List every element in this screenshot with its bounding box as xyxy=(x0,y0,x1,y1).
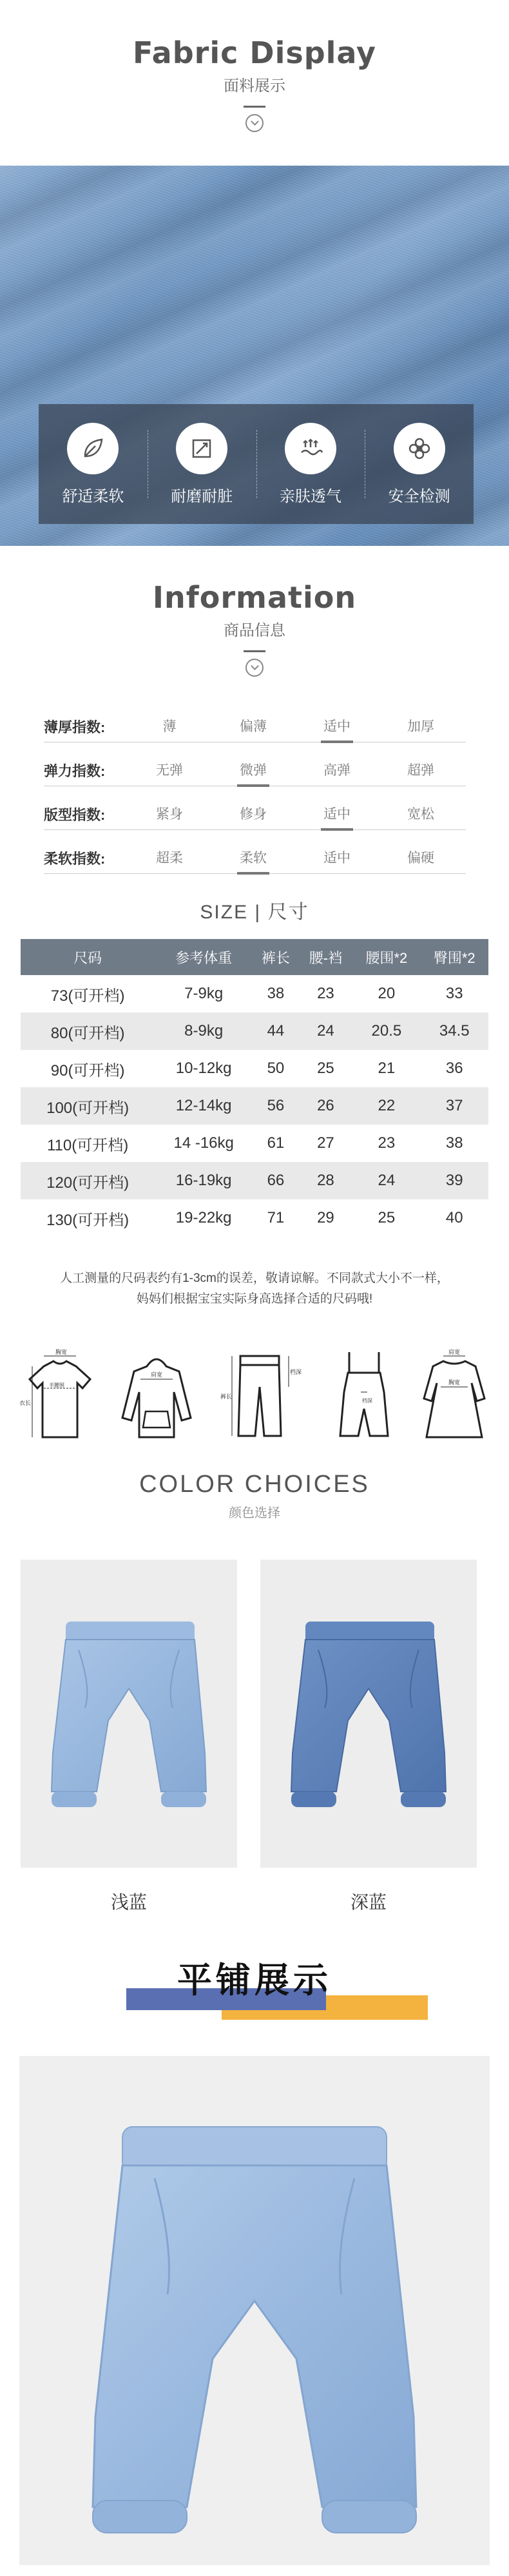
table-cell: 26 xyxy=(299,1087,352,1125)
table-cell: 12-14kg xyxy=(155,1087,253,1125)
table-cell: 8-9kg xyxy=(155,1012,253,1050)
table-cell: 19-22kg xyxy=(175,1209,232,1226)
svg-text:胸宽: 胸宽 xyxy=(55,1349,68,1355)
attribute-option: 偏薄 xyxy=(240,719,267,734)
table-cell: 23 xyxy=(317,985,334,1002)
attribute-option: 适中 xyxy=(323,850,351,866)
table-cell: 10-12kg xyxy=(175,1060,232,1077)
table-cell: 25 xyxy=(317,1060,334,1077)
attribute-name: 弹力指数: xyxy=(44,763,106,779)
table-row xyxy=(21,1050,488,1087)
table-row xyxy=(21,1087,488,1125)
table-cell: 38 xyxy=(267,985,285,1002)
color-title-en: COLOR CHOICES xyxy=(139,1471,370,1498)
attribute-row-thickness xyxy=(44,712,466,742)
svg-text:裤长: 裤长 xyxy=(220,1393,233,1400)
flat-display-title: 平铺展示 xyxy=(177,1961,332,2000)
attribute-option: 紧身 xyxy=(156,806,183,822)
table-cell: 25 xyxy=(378,1209,396,1226)
attribute-option: 偏硬 xyxy=(407,850,434,866)
size-note-line1: 人工测量的尺码表约有1-3cm的误差，敬请谅解。不同款式大小不一样， xyxy=(60,1272,449,1285)
size-title: SIZE | 尺寸 xyxy=(200,902,309,923)
attribute-option: 加厚 xyxy=(407,719,434,734)
attribute-row-elasticity xyxy=(44,755,466,786)
table-cell: 29 xyxy=(317,1209,334,1226)
feature-item xyxy=(148,404,256,524)
flat-product-photo xyxy=(19,2056,490,2565)
fabric-title-cn: 面料展示 xyxy=(224,77,285,95)
svg-text:档深: 档深 xyxy=(290,1369,302,1375)
table-cell: 44 xyxy=(253,1012,299,1050)
size-table xyxy=(21,939,488,1237)
leaf-icon xyxy=(67,423,119,474)
shield-icon xyxy=(176,423,227,474)
attribute-option: 无弹 xyxy=(156,762,183,778)
column-header: 尺码 xyxy=(21,939,155,975)
svg-text:肩宽: 肩宽 xyxy=(448,1349,461,1355)
table-header-row xyxy=(21,939,488,975)
attribute-option-selected: 柔软 xyxy=(211,843,295,874)
table-cell: 110(可开档) xyxy=(46,1136,129,1154)
table-cell: 27 xyxy=(317,1134,334,1152)
table-cell: 71 xyxy=(267,1209,285,1226)
svg-text:肩宽: 肩宽 xyxy=(151,1371,163,1378)
svg-text:衣长: 衣长 xyxy=(19,1400,32,1406)
table-cell: 23 xyxy=(378,1134,396,1152)
table-cell: 24 xyxy=(299,1012,352,1050)
table-cell: 130(可开档) xyxy=(46,1211,130,1229)
table-cell: 7-9kg xyxy=(184,985,224,1002)
table-cell: 36 xyxy=(445,1060,463,1077)
dress-diagram-icon xyxy=(412,1347,496,1444)
breathable-icon xyxy=(285,423,336,474)
attribute-row-softness xyxy=(44,843,466,874)
table-cell: 61 xyxy=(267,1134,285,1152)
table-row xyxy=(21,1012,488,1050)
feature-item xyxy=(39,404,148,524)
table-row xyxy=(21,1125,488,1162)
svg-text:档深: 档深 xyxy=(362,1398,372,1404)
table-cell: 38 xyxy=(445,1134,463,1152)
table-cell: 28 xyxy=(299,1162,352,1199)
title-divider xyxy=(244,650,265,652)
column-header: 臀围*2 xyxy=(421,939,488,975)
color-section-header xyxy=(0,1471,509,1521)
fabric-photo xyxy=(0,166,509,546)
column-header: 腰-裆 xyxy=(299,939,352,975)
attribute-option-selected: 适中 xyxy=(295,799,379,830)
attribute-option-selected: 微弹 xyxy=(211,755,295,786)
info-title-cn: 商品信息 xyxy=(224,622,285,639)
size-note-line2: 妈妈们根据宝宝实际身高选择合适的尺码哦! xyxy=(136,1292,373,1306)
attribute-option-selected: 适中 xyxy=(295,712,379,742)
hoodie-diagram-icon xyxy=(115,1347,198,1444)
fabric-section-header xyxy=(0,35,509,132)
table-cell: 16-19kg xyxy=(155,1162,253,1199)
table-cell: 37 xyxy=(421,1087,488,1125)
table-cell: 56 xyxy=(253,1087,299,1125)
color-swatch-light-blue[interactable] xyxy=(21,1560,237,1868)
attribute-option: 薄 xyxy=(162,719,177,734)
attribute-name: 柔软指数: xyxy=(44,851,106,867)
svg-text:半腰围: 半腰围 xyxy=(49,1382,64,1388)
color-name-dark-blue: 深蓝 xyxy=(350,1892,387,1912)
tshirt-diagram-icon xyxy=(18,1347,102,1444)
chevron-down-icon xyxy=(245,659,264,677)
feature-label: 安全检测 xyxy=(388,487,450,505)
table-cell: 21 xyxy=(378,1060,396,1077)
table-cell: 40 xyxy=(445,1209,463,1226)
info-title-en: Information xyxy=(152,580,357,615)
attribute-name: 版型指数: xyxy=(44,807,106,823)
feature-label: 耐磨耐脏 xyxy=(171,487,233,505)
table-cell: 20.5 xyxy=(352,1012,420,1050)
column-header: 腰围*2 xyxy=(352,939,420,975)
attribute-option: 超弹 xyxy=(407,762,434,778)
table-cell: 120(可开档) xyxy=(21,1162,155,1199)
color-swatch-dark-blue[interactable] xyxy=(260,1560,477,1868)
color-title-cn: 颜色选择 xyxy=(229,1506,280,1520)
fabric-features-bar xyxy=(39,404,474,524)
fabric-title-en: Fabric Display xyxy=(132,35,377,70)
table-cell: 33 xyxy=(445,985,463,1002)
table-cell: 50 xyxy=(267,1060,285,1077)
svg-text:胸宽: 胸宽 xyxy=(448,1379,461,1386)
table-cell: 34.5 xyxy=(421,1012,488,1050)
overalls-diagram-icon xyxy=(322,1347,406,1444)
table-cell: 20 xyxy=(378,985,396,1002)
column-header: 参考体重 xyxy=(155,939,253,975)
title-divider xyxy=(244,106,265,108)
table-cell: 100(可开档) xyxy=(21,1087,155,1125)
attribute-row-fit xyxy=(44,799,466,830)
table-cell: 14 -16kg xyxy=(173,1134,234,1152)
table-row xyxy=(21,1199,488,1237)
table-cell: 22 xyxy=(352,1087,420,1125)
attribute-option: 修身 xyxy=(240,806,267,822)
attribute-option: 高弹 xyxy=(323,762,351,778)
table-row xyxy=(21,1162,488,1199)
chevron-down-icon xyxy=(245,114,264,132)
feature-item xyxy=(365,404,474,524)
table-row xyxy=(21,975,488,1012)
table-cell: 90(可开档) xyxy=(50,1061,125,1080)
table-cell: 80(可开档) xyxy=(21,1012,155,1050)
pants-diagram-icon xyxy=(218,1347,302,1444)
feature-item xyxy=(256,404,365,524)
info-section-header xyxy=(0,580,509,677)
color-name-light-blue: 浅蓝 xyxy=(110,1892,147,1912)
table-cell: 66 xyxy=(253,1162,299,1199)
table-cell: 39 xyxy=(421,1162,488,1199)
attribute-option: 超柔 xyxy=(156,850,183,866)
attribute-option: 宽松 xyxy=(407,806,434,822)
flower-icon xyxy=(394,423,445,474)
feature-label: 舒适柔软 xyxy=(62,487,124,505)
table-cell: 73(可开档) xyxy=(50,987,125,1005)
attribute-name: 薄厚指数: xyxy=(44,719,106,735)
column-header: 裤长 xyxy=(253,939,299,975)
table-cell: 24 xyxy=(352,1162,420,1199)
feature-label: 亲肤透气 xyxy=(279,487,341,505)
